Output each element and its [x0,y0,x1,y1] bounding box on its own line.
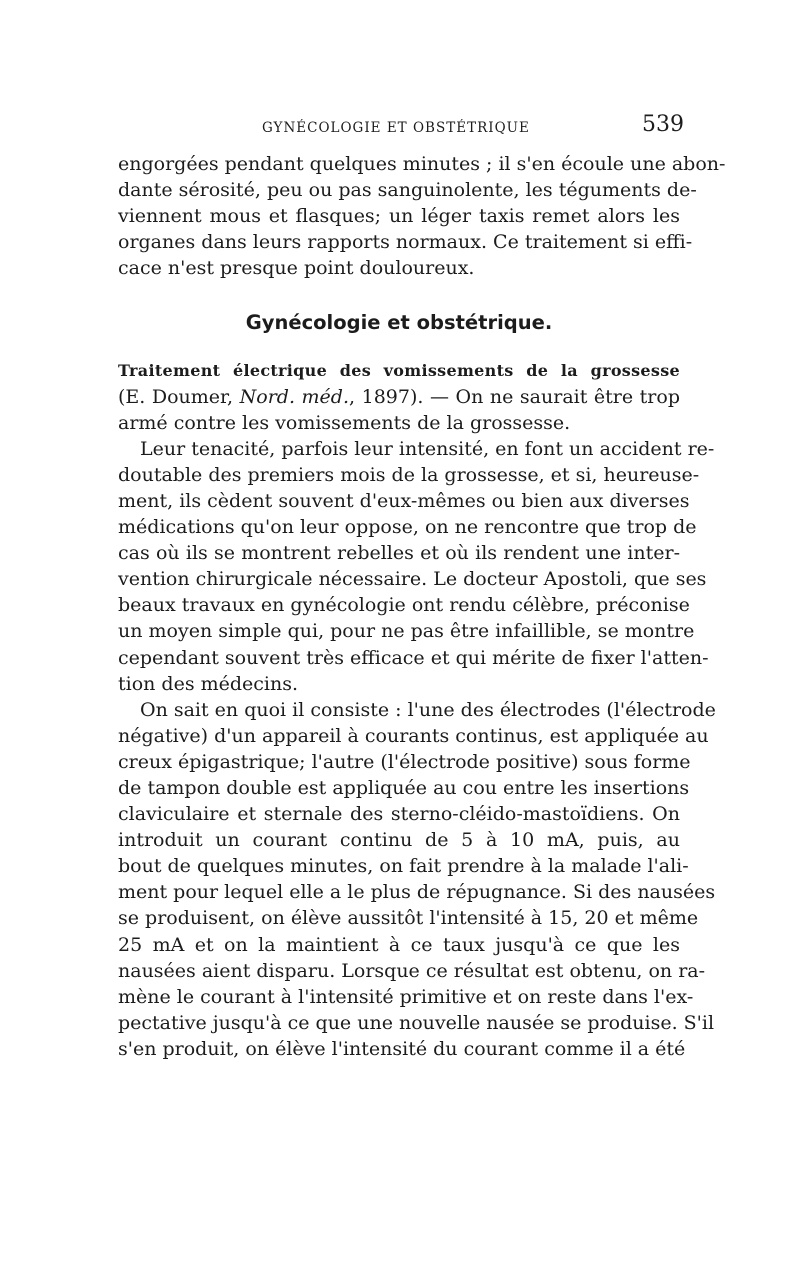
citation-journal: Nord. méd. [239,385,350,408]
paragraph-1 [118,436,715,697]
page-number: 539 [642,112,684,137]
text-line: cependant souvent très efficace et qui mérite de fixer l'atten- [118,646,709,669]
text-line: Leur tenacité, parfois leur intensité, en font un accident re- [140,437,715,460]
text-line: claviculaire et sternale des sterno-cléido-mastoïdiens. On [118,803,680,826]
citation-line [118,384,680,410]
text-line: se produisent, on élève aussitôt l'intensité à 15, 20 et même [118,907,699,930]
text-line: doutable des premiers mois de la grossesse, et si, heureuse- [118,463,700,486]
running-title: GYNÉCOLOGIE ET OBSTÉTRIQUE [262,120,530,136]
text-line: engorgées pendant quelques minutes ; il s'en écoule une abon- [118,153,726,175]
text-line: cace n'est presque point douloureux. [118,257,475,280]
text-line: ment, ils cèdent souvent d'eux-mêmes ou bien aux diverses [118,489,690,512]
text-line: un moyen simple qui, pour ne pas être infaillible, se montre [118,620,695,643]
text-line: s'en produit, on élève l'intensité du courant comme il a été [118,1037,686,1060]
book-page [118,108,726,1062]
text-line: creux épigastrique; l'autre (l'électrode positive) sous forme [118,750,691,773]
text-line: dante sérosité, peu ou pas sanguinolente, les téguments de- [118,179,697,202]
article-entry [118,357,680,435]
text-line: organes dans leurs rapports normaux. Ce traitement si effi- [118,231,693,254]
text-line: viennent mous et flasques; un léger taxis remet alors les [118,205,680,228]
text-line: pectative jusqu'à ce que une nouvelle nausée se produise. S'il [118,1011,715,1034]
running-head [118,108,684,142]
text-line: bout de quelques minutes, on fait prendre à la malade l'ali- [118,855,689,878]
text-line: tion des médecins. [118,672,299,695]
text-line: médications qu'on leur oppose, on ne rencontre que trop de [118,516,697,539]
intro-paragraph [118,151,726,281]
text-line: cas où ils se montrent rebelles et où ils rendent une inter- [118,542,680,565]
text-line: vention chirurgicale nécessaire. Le docteur Apostoli, que ses [118,568,707,591]
text-line: armé contre les vomissements de la grossesse. [118,411,571,434]
text-line: de tampon double est appliquée au cou entre les insertions [118,776,690,799]
article-title: Traitement électrique des vomissements de la grossesse [118,361,680,381]
paragraph-2 [118,697,716,1062]
text-line: 25 mA et on la maintient à ce taux jusqu'à ce que les [118,933,680,956]
text-line: nausées aient disparu. Lorsque ce résultat est obtenu, on ra- [118,959,706,982]
text-line: beaux travaux en gynécologie ont rendu célèbre, préconise [118,594,690,617]
citation-close: , 1897). — On ne saurait être trop [349,385,680,408]
text-line: introduit un courant continu de 5 à 10 mA, puis, au [118,829,680,852]
section-heading: Gynécologie et obstétrique. [245,311,553,335]
text-line: négative) d'un appareil à courants continus, est appliquée au [118,724,709,747]
article-title-line [118,357,680,383]
citation-open: (E. Doumer, [118,385,240,408]
text-line: On sait en quoi il consiste : l'une des électrodes (l'électrode [140,698,716,721]
text-line: mène le courant à l'intensité primitive et on reste dans l'ex- [118,985,694,1008]
text-line: ment pour lequel elle a le plus de répugnance. Si des nausées [118,881,716,904]
